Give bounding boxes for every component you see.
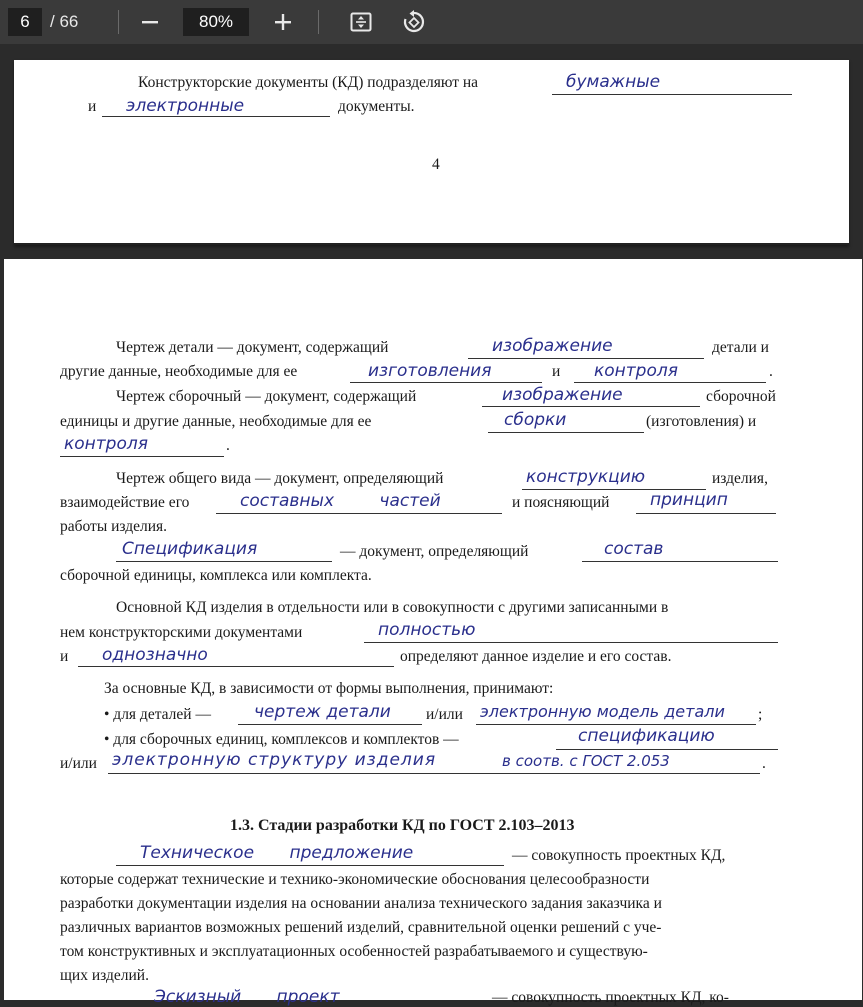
fill-line	[78, 666, 394, 667]
text-line: — документ, определяющий	[340, 543, 529, 560]
text-line: сборочной единицы, комплекса или комплекта.	[60, 567, 372, 584]
handwritten-answer: сборки	[504, 410, 567, 430]
handwritten-answer: составных частей	[240, 491, 441, 511]
text-line: взаимодействие его	[60, 494, 190, 511]
text-line: которые содержат технические и технико-экономические обоснования целесообразности	[60, 871, 650, 888]
plus-icon	[273, 12, 293, 32]
text-line: • для сборочных единиц, комплексов и комплектов —	[104, 731, 459, 748]
handwritten-answer: принцип	[650, 490, 728, 510]
fill-line	[108, 773, 760, 774]
handwritten-answer: Спецификация	[122, 539, 258, 559]
rotate-icon	[401, 9, 427, 35]
text-line: сборочной	[706, 388, 776, 405]
handwritten-answer: изображение	[502, 385, 623, 405]
text-line: Чертеж общего вида — документ, определяющий	[116, 470, 444, 487]
text-line: и	[88, 98, 97, 115]
fill-line	[488, 432, 644, 433]
rotate-button[interactable]	[399, 7, 429, 37]
text-line: различных вариантов возможных решений изделий, сравнительной оценки решений с уче-	[60, 919, 662, 936]
fill-line	[60, 456, 224, 457]
page-total: / 66	[50, 12, 79, 31]
text-line: — совокупность проектных КД, ко-	[492, 989, 729, 1006]
handwritten-answer: в соотв. с ГОСТ 2.053	[502, 752, 670, 770]
text-line: и/или	[60, 755, 97, 772]
handwritten-answer: однозначно	[102, 645, 208, 665]
fill-line	[574, 382, 766, 383]
fill-line	[582, 561, 778, 562]
fill-line	[116, 561, 332, 562]
toolbar-divider	[118, 10, 119, 34]
text-line: определяют данное изделие и его состав.	[400, 648, 672, 665]
handwritten-answer: состав	[604, 539, 664, 559]
handwritten-answer: электронную модель детали	[480, 702, 725, 721]
handwritten-answer: электронную структуру изделия	[112, 750, 437, 770]
text-line: • для деталей —	[104, 706, 211, 723]
text-line: За основные КД, в зависимости от формы выполнения, принимают:	[104, 680, 554, 697]
handwritten-answer: изображение	[492, 336, 613, 356]
fit-page-icon	[349, 10, 373, 34]
fill-line	[636, 513, 776, 514]
handwritten-answer: спецификацию	[578, 726, 715, 746]
text-line: документы.	[338, 98, 415, 115]
handwritten-answer: контроля	[64, 434, 148, 454]
fill-line	[238, 724, 422, 725]
text-line: (изготовления) и	[646, 413, 757, 430]
text-line: .	[226, 437, 230, 454]
page-number-input[interactable]: 6	[8, 8, 42, 36]
fill-line	[468, 358, 704, 359]
pdf-page-previous	[14, 60, 849, 245]
handwritten-answer: контроля	[594, 361, 678, 381]
handwritten-answer: Техническое предложение	[140, 843, 414, 863]
handwritten-answer: чертеж детали	[254, 702, 391, 722]
text-line: щих изделий.	[60, 967, 149, 984]
fill-line	[482, 406, 700, 407]
fill-line	[364, 642, 778, 643]
handwritten-answer: изготовления	[368, 361, 492, 381]
text-line: Чертеж детали — документ, содержащий	[116, 339, 389, 356]
fill-line	[552, 94, 792, 95]
text-line: единицы и другие данные, необходимые для ее	[60, 413, 372, 430]
fill-line	[116, 865, 504, 866]
text-line: .	[769, 363, 773, 380]
text-line: и	[552, 363, 561, 380]
text-line: работы изделия.	[60, 518, 168, 535]
fit-page-button[interactable]	[346, 7, 376, 37]
text-line: Чертеж сборочный — документ, содержащий	[116, 388, 417, 405]
handwritten-answer: конструкцию	[526, 467, 646, 487]
text-line: изделия,	[712, 470, 768, 487]
pdf-toolbar	[0, 0, 863, 44]
text-line: — совокупность проектных КД,	[512, 847, 726, 864]
text-line: детали и	[712, 339, 769, 356]
text-line: том конструктивных и эксплуатационных особенностей разрабатываемого и существую-	[60, 943, 648, 960]
text-line: и/или	[426, 706, 463, 723]
handwritten-answer: электронные	[126, 96, 245, 116]
pdf-page-current	[4, 259, 862, 1007]
text-line: .	[762, 755, 766, 772]
text-line: и	[60, 648, 69, 665]
handwritten-answer: бумажные	[566, 72, 661, 92]
zoom-level-input[interactable]: 80%	[183, 8, 249, 36]
text-line: ;	[758, 706, 763, 723]
text-line: другие данные, необходимые для ее	[60, 363, 298, 380]
page-number-label: 4	[432, 156, 440, 173]
fill-line	[102, 116, 330, 117]
text-line: нем конструкторскими документами	[60, 624, 303, 641]
fill-line	[556, 749, 778, 750]
zoom-in-button[interactable]	[268, 7, 298, 37]
text-line: разработки документации изделия на основании анализа технического задания заказчика и	[60, 895, 662, 912]
handwritten-answer: Эскизный проект	[154, 987, 340, 1007]
fill-line	[216, 513, 502, 514]
minus-icon	[140, 12, 160, 32]
fill-line	[476, 724, 756, 725]
section-heading: 1.3. Стадии разработки КД по ГОСТ 2.103–2013	[230, 817, 575, 834]
handwritten-answer: полностью	[378, 620, 476, 640]
text-line: Основной КД изделия в отдельности или в совокупности с другими записанными в	[116, 599, 669, 616]
text-line: Конструкторские документы (КД) подразделяют на	[138, 74, 479, 91]
text-line: и поясняющий	[512, 494, 610, 511]
zoom-out-button[interactable]	[135, 7, 165, 37]
toolbar-divider	[318, 10, 319, 34]
fill-line	[350, 382, 542, 383]
